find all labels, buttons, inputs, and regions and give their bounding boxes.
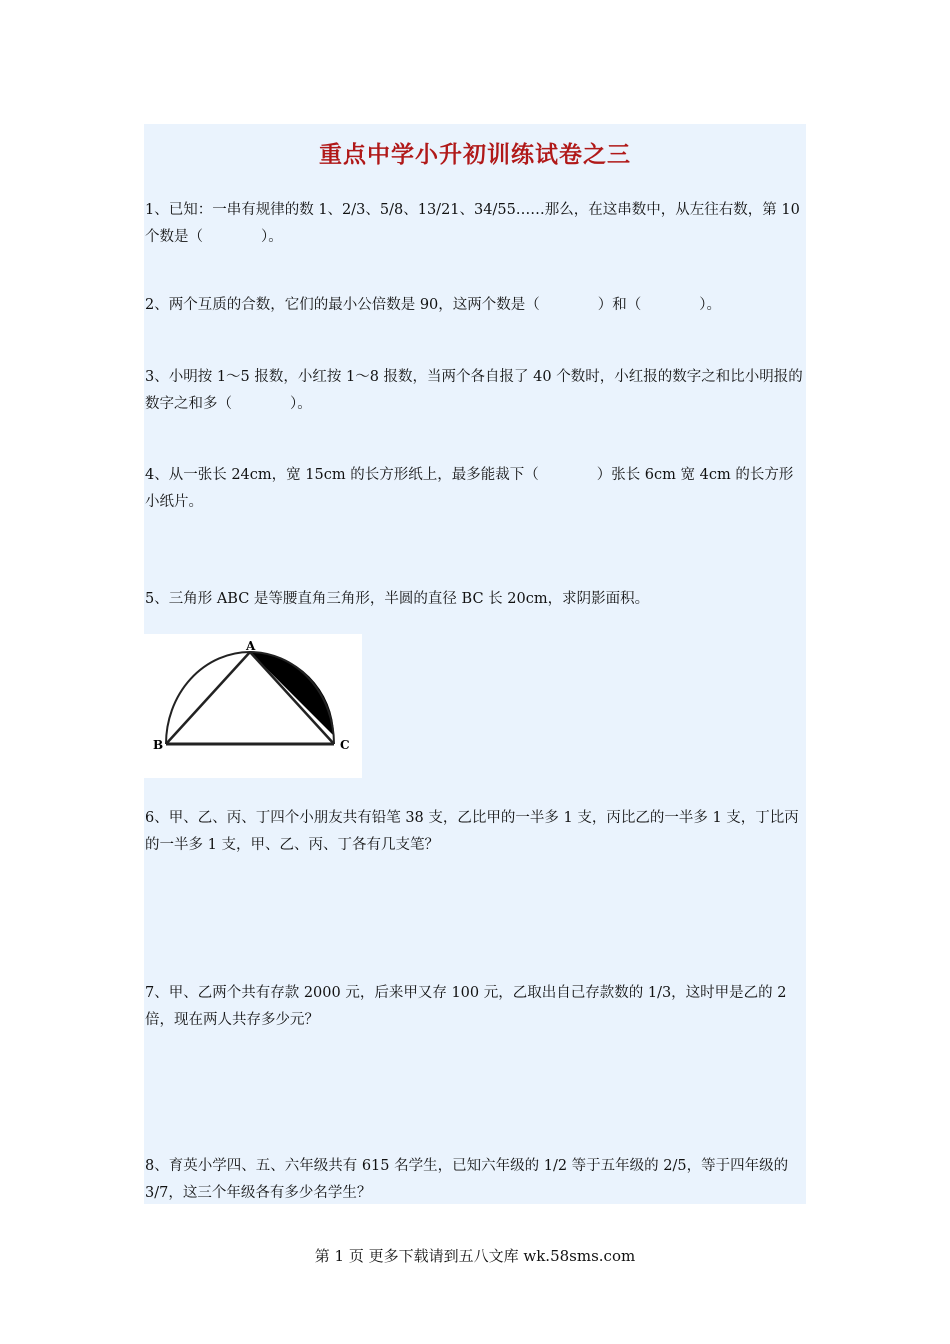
question-4: 4、从一张长 24cm，宽 15cm 的长方形纸上，最多能裁下（ ）张长 6cm 宽 4cm 的长方形小纸片。 [145, 467, 794, 510]
question-1: 1、已知：一串有规律的数 1、2/3、5/8、13/21、34/55……那么，在这串数中，从左往右数，第 10 个数是（ ）。 [145, 202, 800, 245]
line-ab [166, 652, 250, 744]
question-6: 6、甲、乙、丙、丁四个小朋友共有铅笔 38 支，乙比甲的一半多 1 支，丙比乙的一半多 1 支，丁比丙的一半多 1 支，甲、乙、丙、丁各有几支笔？ [145, 810, 799, 853]
question-3: 3、小明按 1～5 报数，小红按 1～8 报数，当两个各自报了 40 个数时，小红报的数字之和比小明报的数字之和多（ ）。 [145, 369, 803, 412]
question-2: 2、两个互质的合数，它们的最小公倍数是 90，这两个数是（ ）和（ ）。 [145, 297, 722, 313]
label-a: A [246, 639, 256, 653]
semicircle-triangle-figure [144, 634, 362, 778]
label-c: C [340, 738, 350, 752]
label-b: B [153, 738, 164, 752]
page-footer: 第 1 页 更多下载请到五八文库 wk.58sms.com [314, 1247, 636, 1265]
question-7: 7、甲、乙两个共有存款 2000 元，后来甲又存 100 元，乙取出自己存款数的 1/3，这时甲是乙的 2 倍，现在两人共存多少元？ [145, 985, 787, 1028]
page-title: 重点中学小升初训练试卷之三 [319, 141, 631, 168]
question-5: 5、三角形 ABC 是等腰直角三角形，半圆的直径 BC 长 20cm，求阴影面积。 [145, 591, 650, 607]
question-8: 8、育英小学四、五、六年级共有 615 名学生，已知六年级的 1/2 等于五年级的 2/5，等于四年级的 3/7，这三个年级各有多少名学生？ [145, 1158, 789, 1201]
